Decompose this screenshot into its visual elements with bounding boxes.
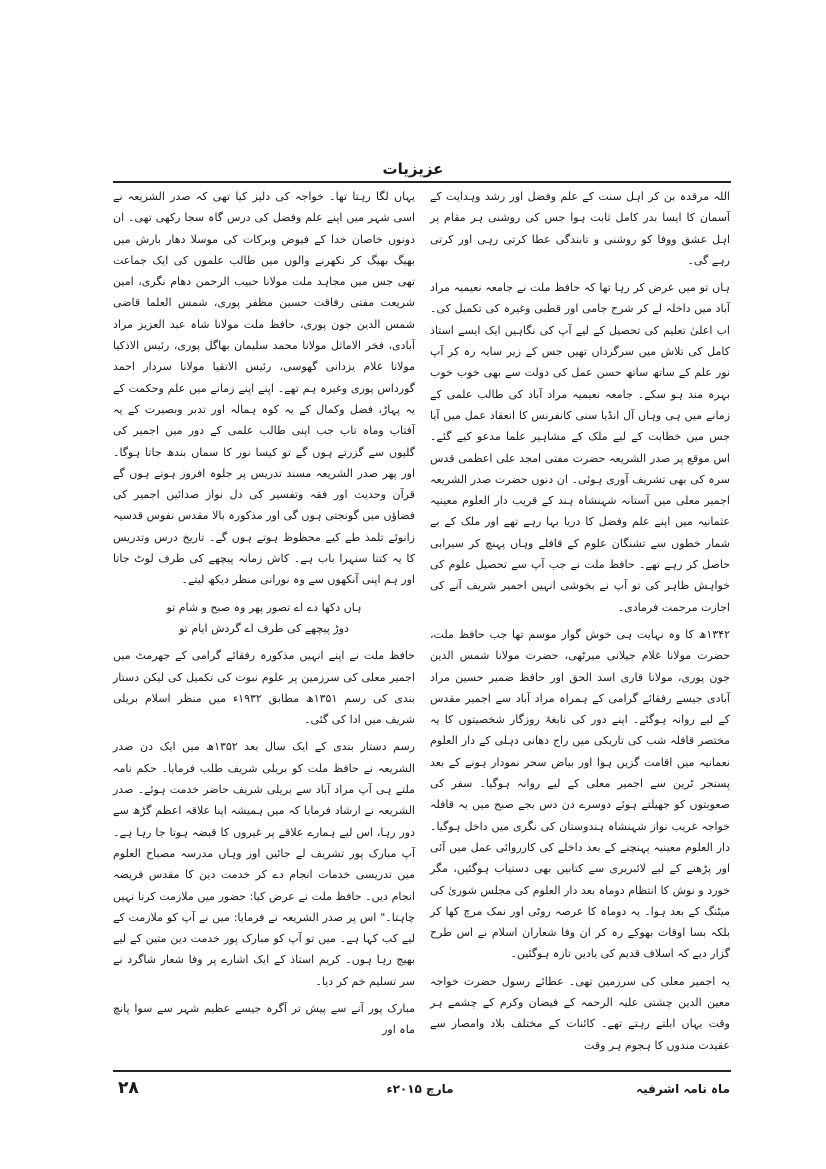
paragraph: اللہ مرقدہ بن کر اہل سنت کے علم وفضل اور رشد وہدایت کے آسمان کا ایسا بدر کامل ثابت ہوا جس کی روشنی ہر مقام پر اہل عشق ووفا کو روشنی و تابندگی عطا کرتی رہی اور کرتی رہے گی۔: [430, 190, 730, 267]
footer-rule: [113, 1070, 731, 1072]
verse-line: ہاں دکھا دے اے تصور پھر وہ صبح و شام تو: [166, 600, 362, 614]
page-number: ۲۸: [118, 1078, 139, 1098]
header-rule: [113, 181, 731, 183]
paragraph: ۱۳۴۲ھ کا وہ نہایت ہی خوش گوار موسم تھا جب حافظ ملت، حضرت مولانا غلام جیلانی میرٹھی، حضرت مولانا شمس الدین جون پوری، مولانا قاری اسد الحق اور حافظ ضمیر حسین مراد آبادی جیسے رفقائے گرامی کے ہمراہ مراد آباد سے اجمیر مقدس کے لیے روانہ ہوگئے۔ اپنے دور کی نابغۂ روزگار شخصیتوں کا یہ مختصر قافلہ شب کی تاریکی میں راج دھانی دہلی کے دار العلوم نعمانیہ میں اقامت گزیں ہوا اور بیاض سحر نمودار ہونے کے بعد پسنجر ٹرین سے اجمیر معلی کے لیے روانہ ہوگیا۔ سفر کی صعوبتوں کو جھیلتے ہوئے دوسرے دن دس بجے صبح میں یہ قافلہ خواجہ غریب نواز شہنشاہ ہندوستان کی نگری میں داخل ہوگیا۔ دار العلوم معینیہ پہنچنے کے بعد داخلے کی کارروائی عمل میں آئی اور پڑھنے کے لیے لائبریری سے کتابیں بھی دستیاب ہوگئیں، مگر خورد و نوش کا انتظام دوماہ بعد دار العلوم کی مجلس شوریٰ کی میٹنگ کے بعد ہوا۔ یہ دوماہ کا عرصہ روٹی اور نمک مرچ کھا کر بلکہ بسا اوقات بھوکے رہ کر ان وفا شعاران اسلام نے اس طرح گزار دیے کہ اسلاف قدیم کی یادیں تازہ ہوگئیں۔: [430, 627, 730, 961]
paragraph: یہ اجمیر معلی کی سرزمین تھی۔ عطائے رسول حضرت خواجہ معین الدین چشتی علیہ الرحمہ کے فیضان وکرم کے چشمے ہر وقت یہاں ابلتے رہتے تھے۔ کائنات کے مختلف بلاد وامصار سے عقیدت مندوں کا ہجوم ہر وقت: [430, 974, 730, 1052]
left-column: [113, 186, 415, 1047]
paragraph: یہاں لگا رہتا تھا۔ خواجہ کی دلیز کیا تھی کہ صدر الشریعہ نے اسی شہر میں اپنے علم وفضل کی درس گاہ سجا رکھی تھی۔ ان دونوں خاصان خدا کے فیوض وبرکات کی موسلا دھار بارش میں بھیگ بھیگ کر نکھرنے والوں میں طالب علموں کی ایک جماعت تھی جس میں مجاہد ملت مولانا حبیب الرحمن دھام نگری، امین شریعت مفتی رفاقت حسین مظفر پوری، شمس العلما قاضی شمس الدین جون پوری، حافظ ملت مولانا شاہ عبد العزیز مراد آبادی، فخر الاماثل مولانا محمد سلیمان بھاگل پوری، رئیس الاذکیا مولانا غلام یزدانی گھوسی، رئیس الاتقیا مولانا سردار احمد گورداس پوری وغیرہ ہم تھے۔ اپنے اپنے زمانے میں علم وحکمت کے یہ پہاڑ، فضل وکمال کے یہ کوہ ہمالہ اور تدبر وبصیرت کے یہ آفتاب وماہ تاب جب اپنی طالب علمی کے دور میں اجمیر کی گلیوں سے گزرتے ہوں گے تو کیسا نور کا سماں بندھ جاتا ہوگا۔ اور پھر صدر الشریعہ مسند تدریس پر جلوہ افروز ہوتے ہوں گے قرآن وحدیث اور فقہ وتفسیر کی دل نواز صدائیں اجمیر کی فضاؤں میں گونجتی ہوں گی اور مذکورہ بالا مقدس نفوس قدسیہ زانوئے تلمذ طے کیے محظوظ ہوتے ہوں گے۔ تاریخ درس وتدریس کا یہ کتنا سنہرا باب ہے۔ کاش زمانہ پیچھے کی طرف لوٹ جاتا اور ہم اپنی آنکھوں سے وہ نورانی منظر دیکھ لیتے۔: [113, 190, 415, 587]
page-header-title: عزیزیات: [382, 160, 444, 178]
issue-date: مارچ ۲۰۱۵ء: [386, 1082, 454, 1096]
paragraph: حافظ ملت نے اپنے انہیں مذکورہ رفقائے گرامی کے جھرمٹ میں اجمیر معلی کی سرزمین پر علوم نبوت کی تکمیل کی لیکن دستار بندی کی رسم ۱۳۵۱ھ مطابق ۱۹۳۲ء میں منظر اسلام بریلی شریف میں ادا کی گئی۔: [113, 649, 415, 727]
poetry-verse: [113, 597, 415, 640]
right-column: [430, 186, 730, 1062]
magazine-name: ماہ نامہ اشرفیہ: [636, 1082, 730, 1096]
paragraph: رسم دستار بندی کے ایک سال بعد ۱۳۵۲ھ میں ایک دن صدر الشریعہ نے حافظ ملت کو بریلی شریف طلب فرمایا۔ حکم نامہ ملتے ہی آپ مراد آباد سے بریلی شریف حاضر خدمت ہوئے۔ صدر الشریعہ نے ارشاد فرمایا کہ میں ہمیشہ اپنا علاقہ اعظم گڑھ سے دور رہا، اس لیے ہمارے علاقے پر غیروں کا قبضہ ہوتا جا رہا ہے۔ آپ مبارک پور تشریف لے جائیں اور وہاں مدرسہ مصباح العلوم میں تدریسی خدمات انجام دے کر خدمت دین کا مقدس فریضہ انجام دیں۔ حافظ ملت نے عرض کیا: حضور میں ملازمت کرنا نہیں چاہتا۔" اس پر صدر الشریعہ نے فرمایا: میں نے آپ کو ملازمت کے لیے کب کہا ہے۔ میں تو آپ کو مبارک پور خدمت دین متین کے لیے بھیج رہا ہوں۔ کریم استاذ کے ایک اشارے پر وفا شعار شاگرد نے سر تسلیم خم کر دیا۔: [113, 740, 415, 988]
verse-line: دوڑ پیچھے کی طرف اے گردش ایام تو: [179, 621, 349, 635]
paragraph: مبارک پور آنے سے پیش تر آگرہ جیسے عظیم شہر سے سوا پانچ ماہ اور: [113, 1001, 415, 1037]
paragraph: ہاں تو میں عرض کر رہا تھا کہ حافظ ملت نے جامعہ نعیمیہ مراد آباد میں داخلہ لے کر شرح جامی اور قطبی وغیرہ کی تکمیل کی۔ اب اعلیٰ تعلیم کی تحصیل کے لیے آپ کی نگاہیں ایک ایسے استاذ کامل کی تلاش میں سرگرداں تھیں جس کے زیر سایہ رہ کر آپ نور علم کے ساتھ ساتھ حسن عمل کی دولت سے بھی خوب خوب بہرہ مند ہو سکے۔ جامعہ نعیمیہ مراد آباد کی طالب علمی کے زمانے میں ہی وہاں آل انڈیا سنی کانفرنس کا انعقاد عمل میں آیا جس میں خطابت کے لیے ملک کے مشاہیر علما مدعو کیے گئے۔ اس موقع پر صدر الشریعہ حضرت مفتی امجد علی اعظمی قدس سرہ کی بھی تشریف آوری ہوئی۔ ان دنوں حضرت صدر الشریعہ اجمیر معلی میں آستانہ شہنشاہ ہند کے قریب دار العلوم معینیہ عثمانیہ میں اپنے علم وفضل کا دریا بہا رہے تھے اور ملک کے بے شمار خطوں سے تشنگان علوم کے قافلے وہاں پہنچ کر سیرابی حاصل کر رہے تھے۔ حافظ ملت نے جب آپ سے تحصیل علوم کی خواہش ظاہر کی تو آپ نے بخوشی انہیں اجمیر شریف آنے کی اجازت مرحمت فرمادی۔: [430, 281, 730, 614]
